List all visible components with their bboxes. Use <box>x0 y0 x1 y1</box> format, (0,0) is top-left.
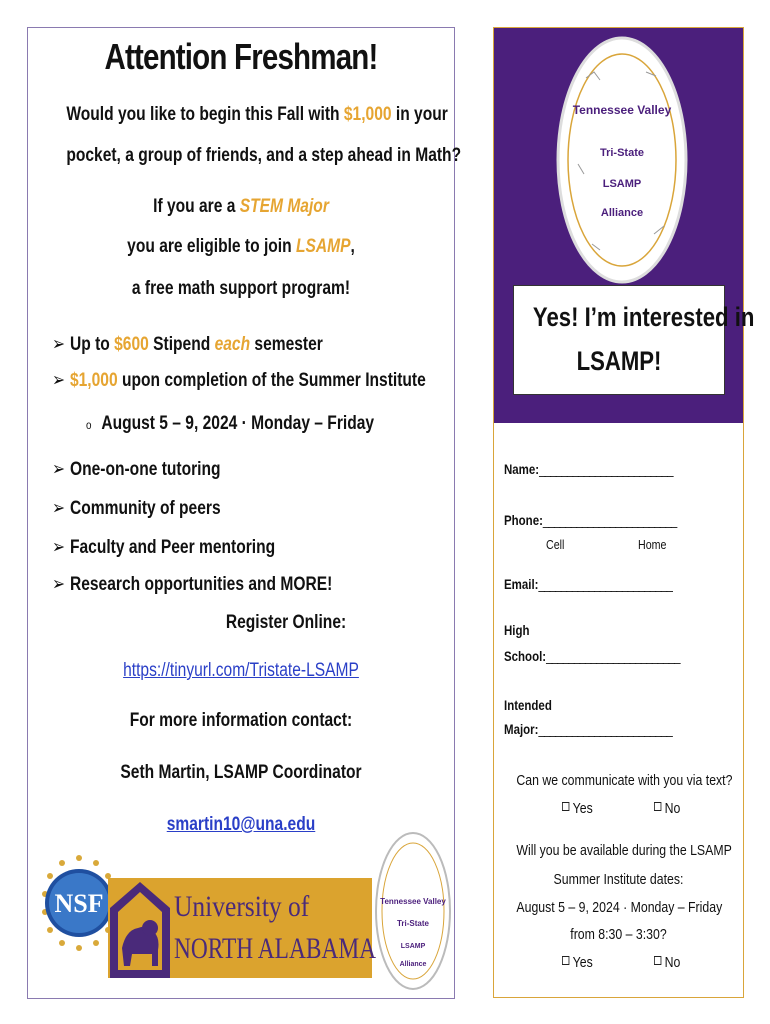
email-line <box>66 814 415 836</box>
intro-line-1 <box>66 104 448 126</box>
seal-line4: Alliance <box>600 207 644 219</box>
availability-no-option[interactable] <box>654 954 680 971</box>
email-label: Email: <box>504 576 539 592</box>
register-label: Register Online: <box>225 612 347 633</box>
text-question: Can we communicate with you via text? <box>516 772 733 789</box>
una-name-line1: University of <box>174 890 310 923</box>
school-underline: ________________________ <box>546 648 680 664</box>
sub-bullet-text: August 5 – 9, 2024 · Monday – Friday <box>101 413 375 434</box>
intro-line-2: pocket, a group of friends, and a step ahead in Math? <box>66 145 462 166</box>
school-label: School: <box>504 648 547 664</box>
eligible-comma: , <box>350 236 355 257</box>
coordinator-name: Seth Martin, LSAMP Coordinator <box>120 762 362 783</box>
lsamp-seal <box>556 34 688 286</box>
arrow-bullet-icon: ➢ <box>52 498 66 519</box>
yes-label: Yes <box>572 954 593 971</box>
interest-box <box>513 285 755 395</box>
email-underline: ________________________ <box>538 576 673 592</box>
interest-card <box>493 27 755 998</box>
stem-line <box>66 196 415 218</box>
bullet-text: Community of peers <box>69 498 221 519</box>
bullet-amount: $1,000 <box>69 370 118 391</box>
register-link[interactable]: https://tinyurl.com/Tristate-LSAMP <box>123 660 359 681</box>
seal-line3: LSAMP <box>602 178 642 190</box>
checkbox-icon[interactable] <box>654 802 661 811</box>
seal-small-line1: Tennessee Valley <box>380 897 446 906</box>
availability-question-4: from 8:30 – 3:30? <box>570 926 667 943</box>
major-label: Major: <box>504 721 539 737</box>
checkbox-icon[interactable] <box>654 956 661 965</box>
checkbox-icon[interactable] <box>562 956 569 965</box>
lsamp-seal-small <box>374 830 452 992</box>
bullet-mentoring <box>52 536 275 559</box>
bullet-text: Stipend <box>148 334 215 355</box>
text-yes-option[interactable] <box>562 800 593 817</box>
seal-small-line4: Alliance <box>399 961 427 968</box>
checkbox-icon[interactable] <box>562 802 569 811</box>
name-underline: ________________________ <box>539 461 673 477</box>
bullet-amount: $600 <box>114 334 149 355</box>
intro-text-end: in your <box>391 104 448 125</box>
name-label: Name: <box>504 461 540 477</box>
eligible-lsamp: LSAMP <box>295 236 351 257</box>
email-field[interactable] <box>504 576 672 592</box>
seal-small-line2: Tri-State <box>396 919 430 928</box>
text-no-option[interactable] <box>654 800 680 817</box>
seal-line2: Tri-State <box>599 147 645 159</box>
arrow-bullet-icon: ➢ <box>52 537 66 558</box>
phone-underline: ________________________ <box>542 512 677 528</box>
home-label: Home <box>638 537 667 552</box>
no-label: No <box>664 954 681 971</box>
high-label: High <box>504 622 530 638</box>
intro-text: Would you like to begin this Fall with <box>66 104 344 125</box>
eligible-text: you are eligible to join <box>127 236 296 257</box>
cell-label: Cell <box>546 537 565 552</box>
arrow-bullet-icon: ➢ <box>52 459 66 480</box>
bullet-text: One-on-one tutoring <box>69 459 221 480</box>
intended-label: Intended <box>504 697 552 713</box>
bullet-italic: each <box>214 334 251 355</box>
availability-question-1: Will you be available during the LSAMP <box>516 842 732 859</box>
seal-line1: Tennessee Valley <box>572 103 672 117</box>
major-field[interactable] <box>504 721 672 737</box>
arrow-bullet-icon: ➢ <box>52 334 66 355</box>
major-underline: ________________________ <box>538 721 672 737</box>
bullet-stipend <box>52 333 323 356</box>
phone-label: Phone: <box>504 512 543 528</box>
bullet-text: Research opportunities and MORE! <box>69 574 333 595</box>
email-link[interactable]: smartin10@una.edu <box>166 814 316 835</box>
availability-question-3: August 5 – 9, 2024 · Monday – Friday <box>516 899 723 916</box>
flyer-title: Attention Freshman! <box>104 36 378 77</box>
arrow-bullet-icon: ➢ <box>52 574 66 595</box>
sub-bullet-dates <box>86 413 374 435</box>
no-label: No <box>664 800 681 817</box>
bullet-completion <box>52 369 426 392</box>
availability-question-2: Summer Institute dates: <box>553 871 684 888</box>
more-info-label: For more information contact: <box>129 710 353 731</box>
bullet-text: Up to <box>69 334 115 355</box>
intro-amount: $1,000 <box>343 104 392 125</box>
interest-line-1: Yes! I’m interested in <box>532 302 755 332</box>
una-name-line2: NORTH ALABAMA <box>174 932 377 965</box>
stem-text: If you are a <box>153 196 240 217</box>
yes-label: Yes <box>572 800 593 817</box>
bullet-tutoring <box>52 458 221 481</box>
bullet-community <box>52 497 221 520</box>
eligible-line <box>66 236 415 258</box>
flyer-panel <box>27 27 462 999</box>
availability-yes-option[interactable] <box>562 954 593 971</box>
register-link-line <box>66 660 415 682</box>
phone-field[interactable] <box>504 512 676 528</box>
bullet-text: Faculty and Peer mentoring <box>69 537 276 558</box>
bullet-text: semester <box>250 334 323 355</box>
card-header <box>494 28 755 423</box>
seal-small-line3: LSAMP <box>400 943 426 950</box>
arrow-bullet-icon: ➢ <box>52 370 66 391</box>
name-field[interactable] <box>504 461 673 477</box>
lion-icon <box>108 878 172 978</box>
bullet-research <box>52 573 332 596</box>
una-logo <box>108 878 377 978</box>
stem-major: STEM Major <box>239 196 329 217</box>
circle-bullet-icon: o <box>86 418 92 432</box>
interest-line-2: LSAMP! <box>576 346 662 376</box>
nsf-logo-text: NSF <box>54 889 104 918</box>
school-field[interactable] <box>504 648 680 664</box>
bullet-text: upon completion of the Summer Institute <box>117 370 426 391</box>
free-program-line: a free math support program! <box>131 278 351 299</box>
